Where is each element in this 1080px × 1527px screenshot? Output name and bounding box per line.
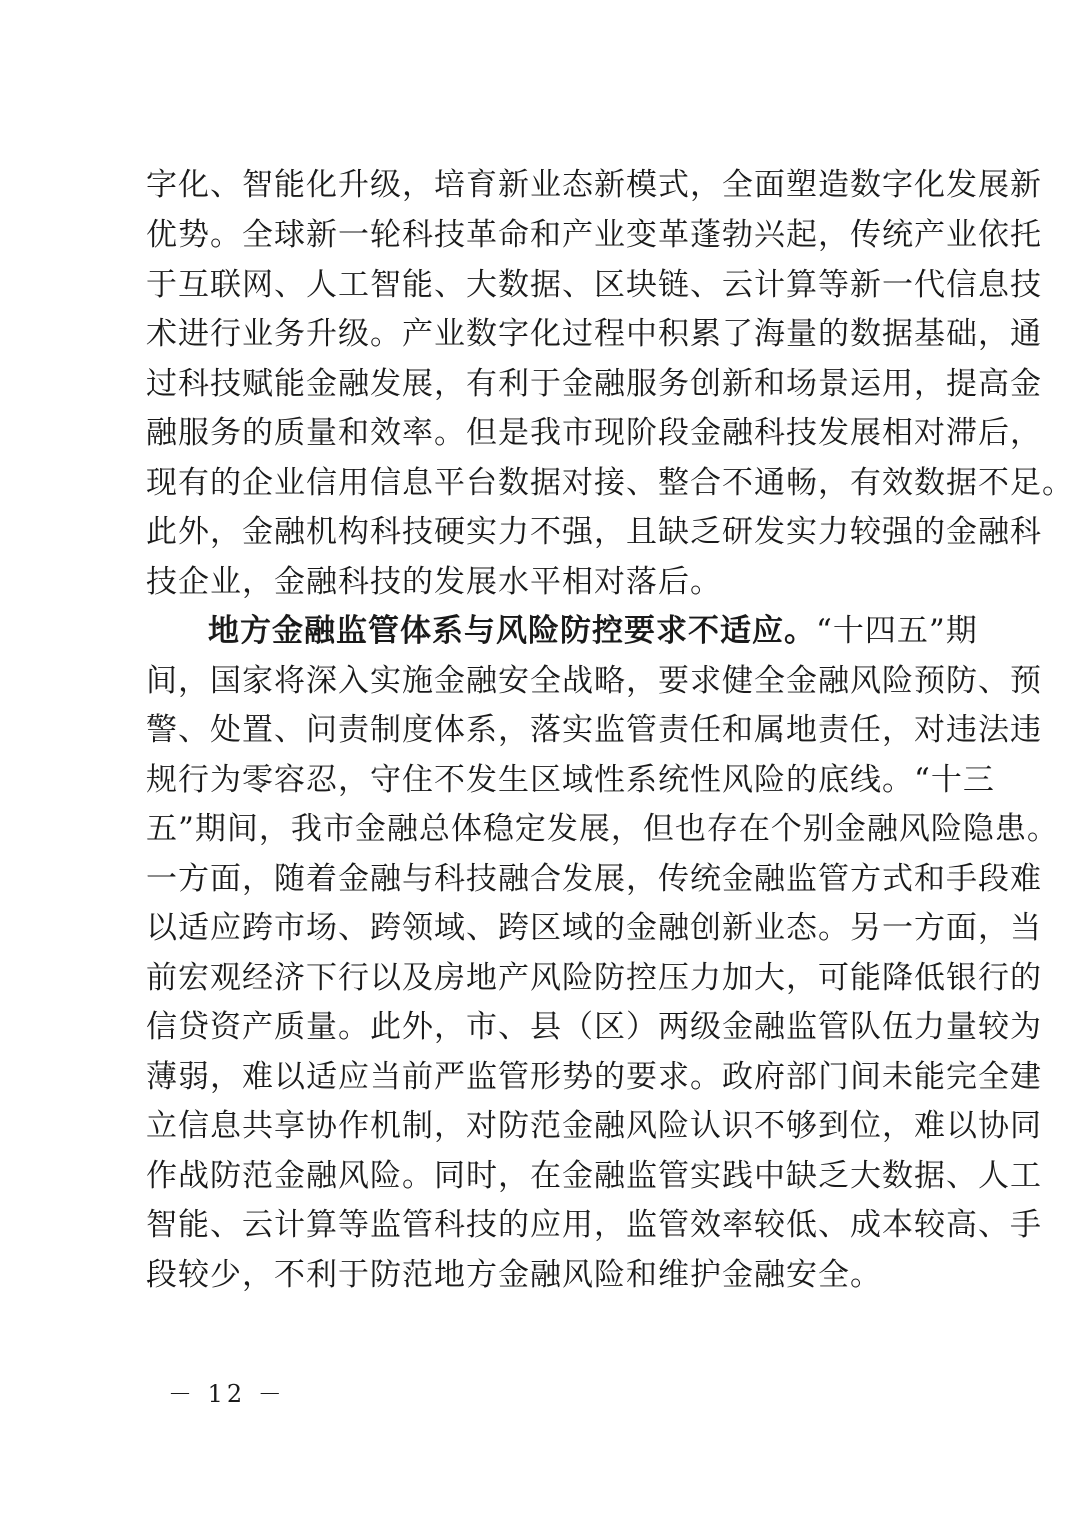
text-line: 现有的企业信用信息平台数据对接、整合不通畅，有效数据不足。 bbox=[146, 465, 1074, 501]
text-line: 立信息共享协作机制，对防范金融风险认识不够到位，难以协同 bbox=[146, 1108, 1042, 1144]
paragraph-heading-line bbox=[208, 608, 978, 654]
text-line: 术进行业务升级。产业数字化过程中积累了海量的数据基础，通 bbox=[146, 316, 1042, 352]
text-line: 过科技赋能金融发展，有利于金融服务创新和场景运用，提高金 bbox=[146, 366, 1042, 402]
paragraph-heading: 地方金融监管体系与风险防控要求不适应。 bbox=[208, 613, 816, 649]
heading-line-rest: “十四五”期 bbox=[816, 613, 978, 649]
text-line: 警、处置、问责制度体系，落实监管责任和属地责任，对违法违 bbox=[146, 712, 1042, 748]
text-line: 规行为零容忍，守住不发生区域性系统性风险的底线。“十三 bbox=[146, 762, 995, 798]
text-line: 一方面，随着金融与科技融合发展，传统金融监管方式和手段难 bbox=[146, 861, 1042, 897]
text-line: 信贷资产质量。此外，市、县（区）两级金融监管队伍力量较为 bbox=[146, 1009, 1042, 1045]
text-line: 融服务的质量和效率。但是我市现阶段金融科技发展相对滞后， bbox=[146, 415, 1042, 451]
text-line: 间，国家将深入实施金融安全战略，要求健全金融风险预防、预 bbox=[146, 663, 1042, 699]
text-line: 此外，金融机构科技硬实力不强，且缺乏研发实力较强的金融科 bbox=[146, 514, 1042, 550]
text-line: 于互联网、人工智能、大数据、区块链、云计算等新一代信息技 bbox=[146, 267, 1042, 303]
text-line: 前宏观经济下行以及房地产风险防控压力加大，可能降低银行的 bbox=[146, 960, 1042, 996]
text-line: 薄弱，难以适应当前严监管形势的要求。政府部门间未能完全建 bbox=[146, 1059, 1042, 1095]
text-line: 作战防范金融风险。同时，在金融监管实践中缺乏大数据、人工 bbox=[146, 1158, 1042, 1194]
text-line: 字化、智能化升级，培育新业态新模式，全面塑造数字化发展新 bbox=[146, 167, 1042, 203]
text-line: 段较少，不利于防范地方金融风险和维护金融安全。 bbox=[146, 1257, 882, 1293]
text-line: 以适应跨市场、跨领域、跨区域的金融创新业态。另一方面，当 bbox=[146, 910, 1042, 946]
text-line: 五”期间，我市金融总体稳定发展，但也存在个别金融风险隐患。 bbox=[146, 811, 1059, 847]
page-number: － 12 － bbox=[168, 1380, 286, 1408]
text-line: 优势。全球新一轮科技革命和产业变革蓬勃兴起，传统产业依托 bbox=[146, 217, 1042, 253]
text-line: 智能、云计算等监管科技的应用，监管效率较低、成本较高、手 bbox=[146, 1207, 1042, 1243]
text-line: 技企业，金融科技的发展水平相对落后。 bbox=[146, 564, 722, 600]
